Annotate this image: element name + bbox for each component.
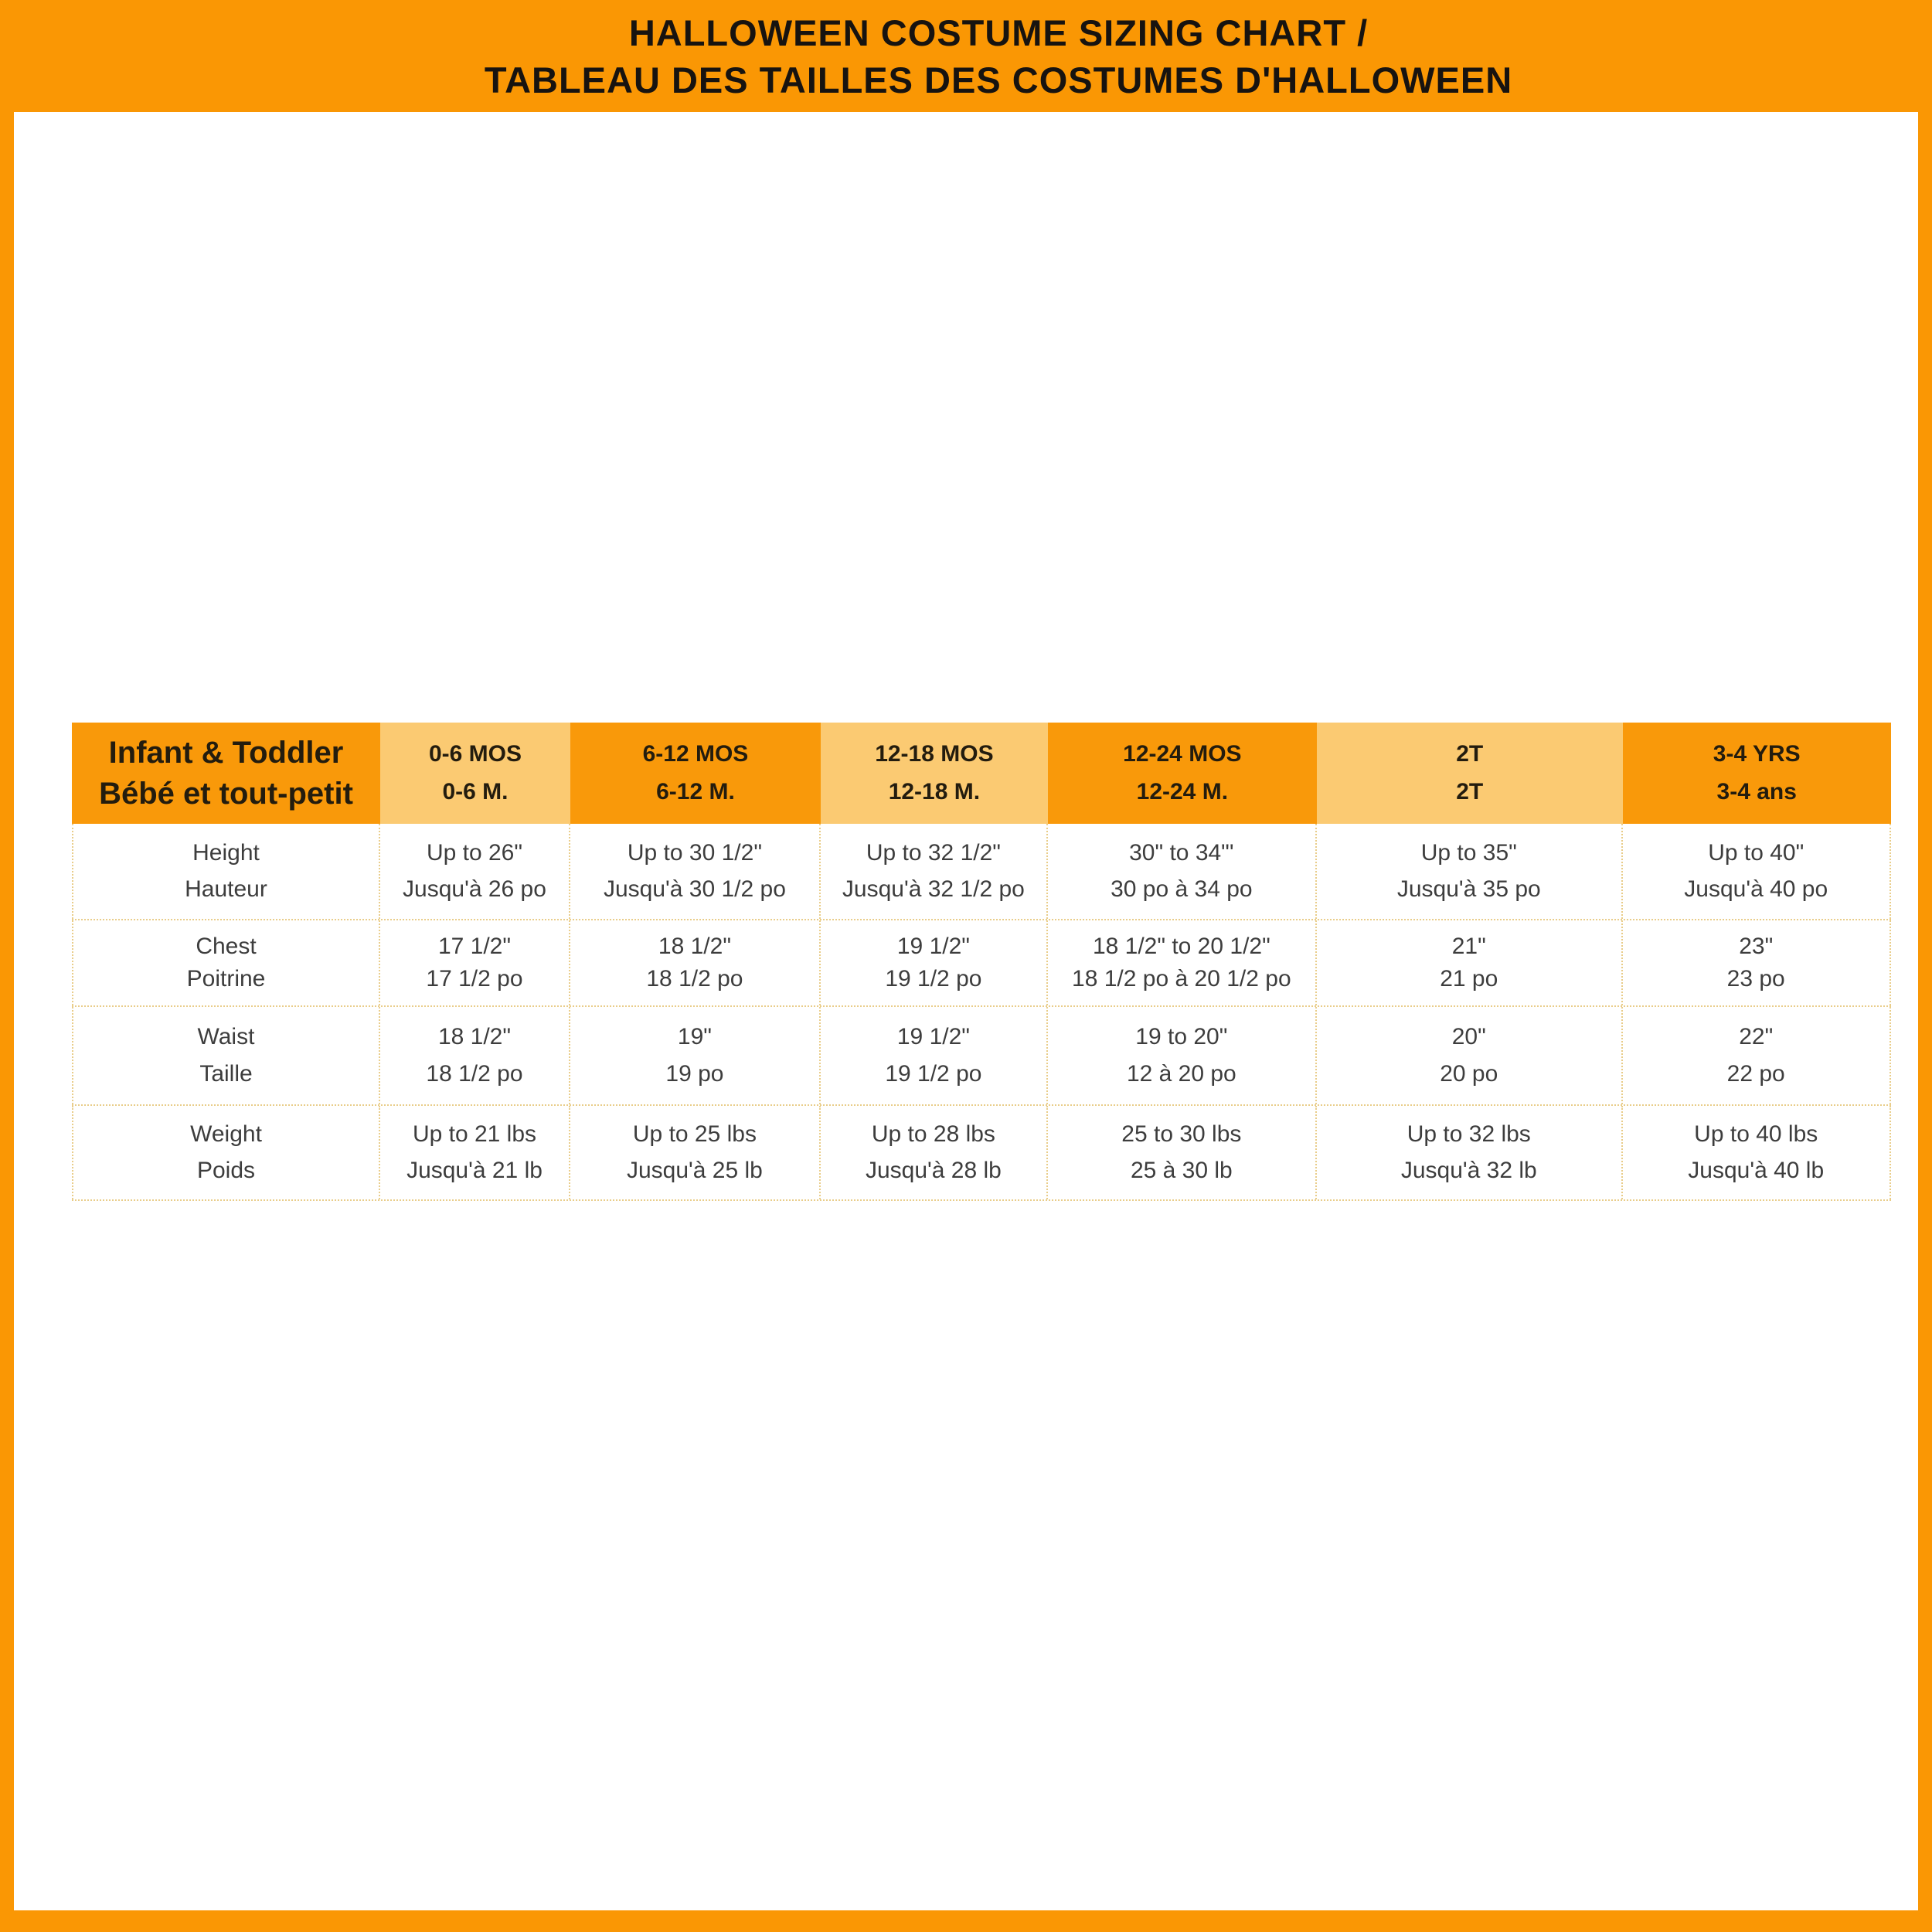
header-label-en: 6-12 MOS [642,741,749,767]
cell-value-en: Up to 28 lbs [871,1121,995,1148]
table-cell [570,824,821,919]
table-cell [380,920,570,1005]
cell-value-fr: 18 1/2 po [646,966,743,992]
table-header-row [72,723,1891,824]
cell-value-fr: 20 po [1440,1061,1498,1087]
cell-value-en: Up to 32 1/2" [866,840,1001,866]
header-label-fr: 3-4 ans [1716,778,1797,804]
table-cell [1317,1007,1623,1104]
cell-value-en: Up to 35" [1420,840,1517,866]
cell-value-fr: 22 po [1726,1061,1785,1087]
header-label-fr: 12-24 M. [1136,778,1229,804]
row-label-en: Chest [196,933,257,959]
cell-value-en: Up to 40" [1708,840,1804,866]
table-body [72,824,1891,1201]
header-cell-12-24-mos [1048,723,1317,824]
page-title-en: HALLOWEEN COSTUME SIZING CHART / [628,12,1369,53]
page-title-fr: TABLEAU DES TAILLES DES COSTUMES D'HALLOWEEN [484,59,1513,100]
row-label-cell [72,824,380,919]
cell-value-fr: 19 1/2 po [885,1061,982,1087]
header-label-en: 12-24 MOS [1123,741,1242,767]
cell-value-fr: 12 à 20 po [1126,1061,1236,1087]
cell-value-fr: 25 à 30 lb [1130,1157,1233,1183]
table-cell [570,1106,821,1199]
cell-value-en: Up to 40 lbs [1694,1121,1818,1148]
sizing-table [72,723,1891,1201]
cell-value-en: 19 1/2" [896,933,970,959]
cell-value-fr: Jusqu'à 40 lb [1688,1157,1825,1183]
cell-value-en: 21" [1451,933,1486,959]
cell-value-en: Up to 26" [426,840,523,866]
header-label-en: Infant & Toddler [108,736,344,770]
row-label-cell [72,1106,380,1199]
row-label-fr: Poitrine [186,966,266,992]
row-label-en: Waist [197,1024,255,1049]
header-cell-infant-toddler [72,723,380,824]
table-cell [1623,824,1891,919]
cell-value-fr: Jusqu'à 25 lb [627,1157,763,1183]
cell-value-en: 23" [1739,933,1774,959]
header-label-en: 2T [1456,741,1484,767]
header-cell-12-18-mos [821,723,1048,824]
cell-value-fr: 18 1/2 po [426,1061,523,1087]
header-label-fr: 12-18 M. [888,778,981,804]
cell-value-en: Up to 30 1/2" [627,840,762,866]
table-cell [1623,1007,1891,1104]
table-cell [1048,1106,1317,1199]
cell-value-fr: 19 1/2 po [885,966,982,992]
header-label-fr: 0-6 M. [442,778,509,804]
cell-value-fr: 23 po [1726,966,1785,992]
cell-value-fr: Jusqu'à 40 po [1684,876,1828,902]
cell-value-fr: Jusqu'à 30 1/2 po [603,876,786,902]
table-row-waist [72,1007,1891,1106]
cell-value-fr: 21 po [1440,966,1498,992]
table-cell [1317,824,1623,919]
header-label-fr: Bébé et tout-petit [99,776,353,811]
table-cell [380,1106,570,1199]
header-cell-0-6-mos [380,723,570,824]
header-cell-2t [1317,723,1623,824]
row-label-en: Height [192,840,260,866]
cell-value-en: 19 1/2" [896,1024,970,1049]
cell-value-en: 19" [677,1024,712,1049]
table-cell [1317,1106,1623,1199]
cell-value-fr: Jusqu'à 21 lb [406,1157,543,1183]
cell-value-en: 19 to 20" [1135,1024,1228,1049]
header-cell-6-12-mos [570,723,821,824]
header-label-fr: 2T [1456,778,1484,804]
cell-value-en: Up to 32 lbs [1406,1121,1531,1148]
cell-value-en: 25 to 30 lbs [1121,1121,1242,1148]
cell-value-en: 18 1/2" [658,933,731,959]
cell-value-fr: 30 po à 34 po [1111,876,1253,902]
row-label-cell [72,1007,380,1104]
table-row-chest [72,920,1891,1007]
table-cell [821,1007,1048,1104]
row-label-fr: Taille [199,1061,253,1087]
cell-value-fr: Jusqu'à 35 po [1396,876,1541,902]
table-cell [380,824,570,919]
header-cell-3-4-yrs [1623,723,1891,824]
cell-value-fr: Jusqu'à 32 lb [1400,1157,1537,1183]
cell-value-en: 22" [1739,1024,1774,1049]
cell-value-en: 17 1/2" [437,933,512,959]
table-cell [1048,1007,1317,1104]
header-label-en: 0-6 MOS [428,741,522,767]
cell-value-en: 20" [1451,1024,1486,1049]
table-row-height [72,824,1891,920]
cell-value-en: Up to 21 lbs [412,1121,537,1148]
cell-value-en: 18 1/2" [437,1024,512,1049]
cell-value-fr: 19 po [665,1061,724,1087]
table-cell [570,1007,821,1104]
row-label-fr: Poids [196,1157,256,1183]
table-cell [570,920,821,1005]
table-row-weight [72,1106,1891,1201]
cell-value-fr: 17 1/2 po [426,966,523,992]
row-label-cell [72,920,380,1005]
table-cell [380,1007,570,1104]
table-cell [821,1106,1048,1199]
cell-value-en: 30" to 34"' [1129,840,1234,866]
cell-value-en: 18 1/2" to 20 1/2" [1092,933,1270,959]
title-band [0,0,1932,112]
table-cell [1623,1106,1891,1199]
header-label-en: 12-18 MOS [875,741,994,767]
table-cell [1317,920,1623,1005]
header-label-fr: 6-12 M. [656,778,735,804]
cell-value-fr: 18 1/2 po à 20 1/2 po [1072,966,1291,992]
table-cell [1048,920,1317,1005]
cell-value-fr: Jusqu'à 26 po [403,876,546,902]
cell-value-en: Up to 25 lbs [632,1121,757,1148]
table-cell [1623,920,1891,1005]
table-cell [821,824,1048,919]
row-label-en: Weight [190,1121,262,1148]
row-label-fr: Hauteur [185,876,267,902]
cell-value-fr: Jusqu'à 28 lb [865,1157,1002,1183]
table-cell [821,920,1048,1005]
header-label-en: 3-4 YRS [1713,741,1801,767]
cell-value-fr: Jusqu'à 32 1/2 po [842,876,1025,902]
table-cell [1048,824,1317,919]
